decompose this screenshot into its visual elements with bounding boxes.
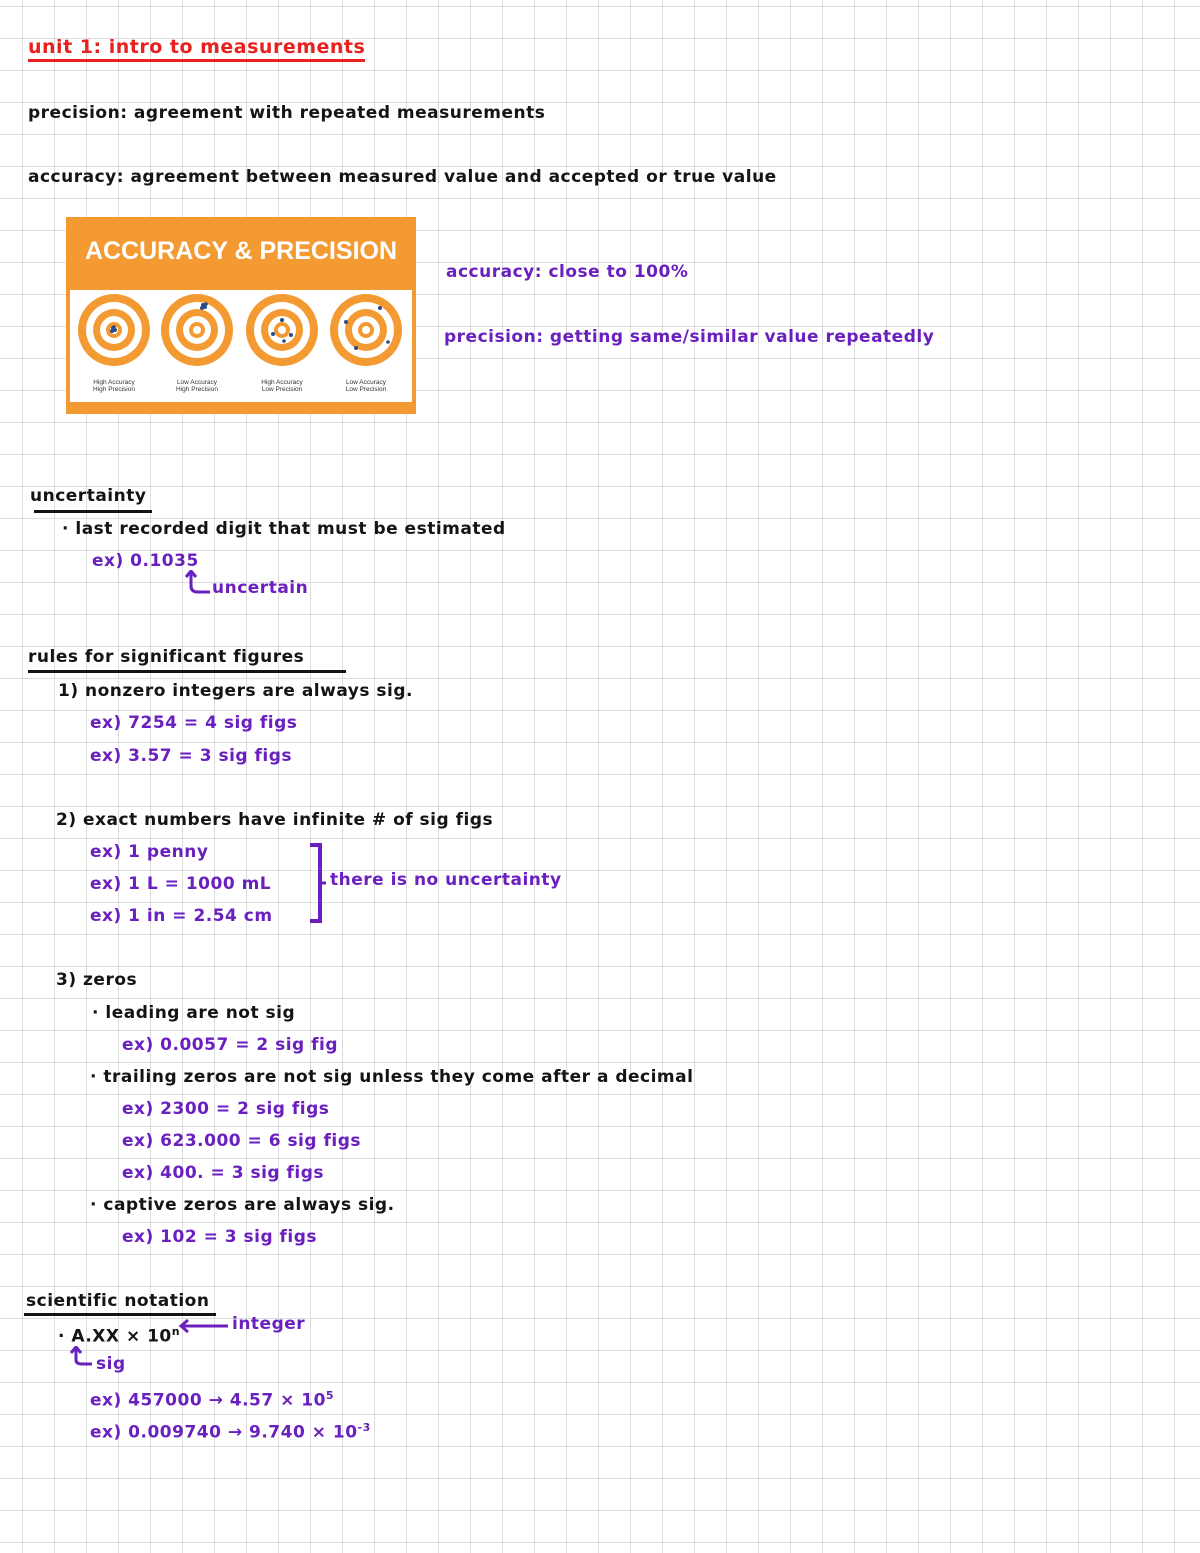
captive-zeros: · captive zeros are always sig. xyxy=(90,1195,395,1215)
trailing-zeros-example-3: ex) 400. = 3 sig figs xyxy=(122,1163,324,1183)
infographic-title: ACCURACY & PRECISION xyxy=(84,237,398,265)
rule-2-note: there is no uncertainty xyxy=(330,870,562,890)
sci-notation-underline xyxy=(24,1313,216,1316)
sci-notation-formula: · $A.XX \times 10^n$ xyxy=(58,1325,181,1347)
caption-1: High Accuracy High Precision xyxy=(93,379,135,394)
rule-1: 1) nonzero integers are always sig. xyxy=(58,681,413,701)
precision-definition: precision: agreement with repeated measurements xyxy=(28,103,546,123)
rule-2-example-1: ex) 1 penny xyxy=(90,842,209,862)
uncertainty-example: ex) 0.1035 xyxy=(92,551,199,571)
integer-note: integer xyxy=(232,1314,306,1334)
curved-arrow-icon xyxy=(182,570,212,596)
uncertain-note: uncertain xyxy=(212,578,309,598)
leading-zeros: · leading are not sig xyxy=(92,1003,296,1023)
caption-3: High Accuracy Low Precision xyxy=(261,379,303,394)
accuracy-definition: accuracy: agreement between measured value and accepted or true value xyxy=(28,167,777,187)
target-1 xyxy=(78,294,150,366)
sci-notation-heading: scientific notation xyxy=(26,1291,210,1311)
trailing-zeros: · trailing zeros are not sig unless they come after a decimal xyxy=(90,1067,694,1087)
rule-1-example-2: ex) 3.57 = 3 sig figs xyxy=(90,746,292,766)
captive-zeros-example: ex) 102 = 3 sig figs xyxy=(122,1227,318,1247)
precision-side-note: precision: getting same/similar value repeatedly xyxy=(444,327,935,347)
sig-figs-heading: rules for significant figures xyxy=(28,647,305,667)
sci-notation-example-2: ex) $0.009740 \to 9.740 \times 10^{-3}$ xyxy=(90,1421,371,1443)
caption-2: Low Accuracy High Precision xyxy=(176,379,218,394)
left-arrow-icon xyxy=(178,1318,230,1334)
rule-3: 3) zeros xyxy=(56,970,138,990)
accuracy-side-note: accuracy: close to 100% xyxy=(446,262,689,282)
uncertainty-heading: uncertainty xyxy=(30,486,147,506)
curved-arrow-icon xyxy=(68,1346,96,1368)
rule-2-example-2: ex) 1 L = 1000 mL xyxy=(90,874,272,894)
rule-2: 2) exact numbers have infinite # of sig figs xyxy=(56,810,494,830)
sig-figs-underline xyxy=(28,670,346,673)
caption-4: Low Accuracy Low Precision xyxy=(345,379,387,394)
trailing-zeros-example-2: ex) 623.000 = 6 sig figs xyxy=(122,1131,361,1151)
uncertainty-underline xyxy=(34,510,152,513)
target-3 xyxy=(246,294,318,366)
target-2 xyxy=(161,294,233,366)
trailing-zeros-example-1: ex) 2300 = 2 sig figs xyxy=(122,1099,330,1119)
uncertainty-bullet: · last recorded digit that must be estimated xyxy=(62,519,506,539)
rule-2-example-3: ex) 1 in = 2.54 cm xyxy=(90,906,273,926)
infographic-panel xyxy=(70,290,412,402)
target-4 xyxy=(330,294,402,366)
bracket-icon xyxy=(306,842,328,924)
sci-notation-example-1: ex) $457000 \to 4.57 \times 10^5$ xyxy=(90,1389,335,1411)
leading-zeros-example: ex) 0.0057 = 2 sig fig xyxy=(122,1035,339,1055)
page-title: unit 1: intro to measurements xyxy=(28,38,365,62)
sig-note: sig xyxy=(96,1354,126,1374)
accuracy-precision-infographic xyxy=(66,217,416,414)
rule-1-example-1: ex) 7254 = 4 sig figs xyxy=(90,713,298,733)
